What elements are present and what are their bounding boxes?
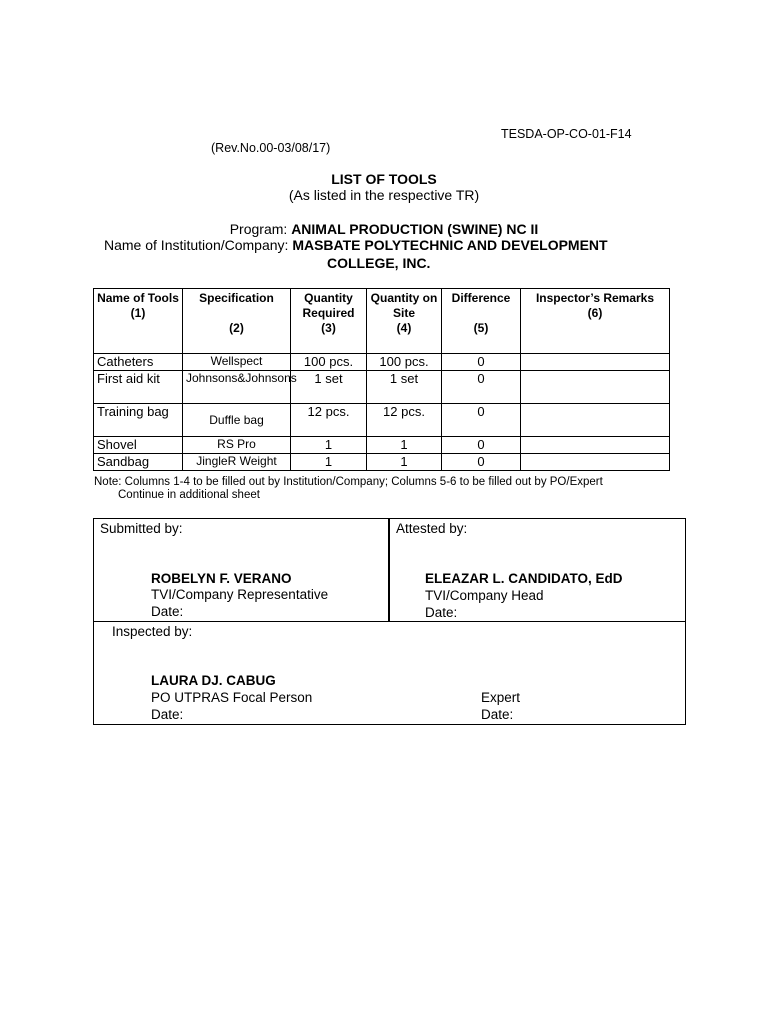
cell-remarks [521, 354, 670, 371]
cell-spec: Wellspect [183, 354, 291, 371]
col-header-qty-onsite: Quantity on Site (4) [367, 289, 442, 354]
table-note: Note: Columns 1-4 to be filled out by Institution/Company; Columns 5-6 to be filled out by PO/Expert [94, 476, 603, 488]
col-header-name: Name of Tools (1) [94, 289, 183, 354]
cell-spec: Duffle bag [183, 404, 291, 437]
institution-label: Name of Institution/Company: [104, 237, 293, 253]
attested-box [389, 518, 686, 622]
cell-difference: 0 [442, 371, 521, 404]
expert-date: Date: [481, 707, 514, 722]
institution-line [104, 237, 608, 253]
cell-qty-required: 1 [291, 437, 367, 454]
submitted-date: Date: [151, 604, 184, 619]
program-line [0, 221, 768, 237]
attested-label: Attested by: [396, 521, 468, 536]
cell-spec: RS Pro [183, 437, 291, 454]
cell-name: Training bag [94, 404, 183, 437]
institution-value: MASBATE POLYTECHNIC AND DEVELOPMENT [292, 237, 608, 253]
institution-value-line2: COLLEGE, INC. [327, 255, 431, 271]
page-subtitle: (As listed in the respective TR) [288, 187, 480, 203]
inspected-label: Inspected by: [112, 624, 193, 639]
submitted-role: TVI/Company Representative [151, 587, 329, 602]
table-header-row [94, 289, 670, 354]
cell-difference: 0 [442, 454, 521, 471]
cell-qty-required: 12 pcs. [291, 404, 367, 437]
cell-name: Sandbag [94, 454, 183, 471]
cell-qty-onsite: 1 [367, 454, 442, 471]
table-row [94, 454, 670, 471]
cell-remarks [521, 437, 670, 454]
continue-note: Continue in additional sheet [118, 489, 260, 501]
col-header-spec: Specification (2) [183, 289, 291, 354]
attested-date: Date: [425, 605, 458, 620]
cell-spec: Johnsons&Johnsons [183, 371, 291, 404]
col-header-remarks: Inspector’s Remarks (6) [521, 289, 670, 354]
tools-table [93, 288, 670, 471]
table-row [94, 371, 670, 404]
cell-name: First aid kit [94, 371, 183, 404]
attested-role: TVI/Company Head [425, 588, 544, 603]
cell-qty-required: 100 pcs. [291, 354, 367, 371]
submitted-box [93, 518, 389, 622]
cell-name: Catheters [94, 354, 183, 371]
cell-qty-required: 1 set [291, 371, 367, 404]
program-value: ANIMAL PRODUCTION (SWINE) NC II [291, 221, 539, 237]
expert-role: Expert [481, 690, 521, 705]
cell-remarks [521, 454, 670, 471]
program-label: Program: [229, 221, 292, 237]
page-title: LIST OF TOOLS [331, 171, 437, 187]
inspected-role: PO UTPRAS Focal Person [151, 690, 313, 705]
cell-difference: 0 [442, 437, 521, 454]
cell-difference: 0 [442, 404, 521, 437]
inspected-name: LAURA DJ. CABUG [151, 673, 276, 688]
submitted-name: ROBELYN F. VERANO [151, 571, 292, 586]
col-header-difference: Difference (5) [442, 289, 521, 354]
table-row [94, 404, 670, 437]
cell-qty-onsite: 1 [367, 437, 442, 454]
inspected-box [93, 621, 686, 725]
cell-remarks [521, 371, 670, 404]
cell-qty-onsite: 12 pcs. [367, 404, 442, 437]
form-code: TESDA-OP-CO-01-F14 [501, 127, 632, 141]
cell-qty-onsite: 1 set [367, 371, 442, 404]
table-row [94, 354, 670, 371]
cell-qty-onsite: 100 pcs. [367, 354, 442, 371]
cell-name: Shovel [94, 437, 183, 454]
col-header-qty-required: Quantity Required (3) [291, 289, 367, 354]
cell-difference: 0 [442, 354, 521, 371]
table-row [94, 437, 670, 454]
submitted-label: Submitted by: [100, 521, 183, 536]
cell-remarks [521, 404, 670, 437]
attested-name: ELEAZAR L. CANDIDATO, EdD [425, 571, 623, 586]
cell-qty-required: 1 [291, 454, 367, 471]
inspected-date: Date: [151, 707, 184, 722]
revision-number: (Rev.No.00-03/08/17) [211, 141, 331, 155]
cell-spec: JingleR Weight [183, 454, 291, 471]
